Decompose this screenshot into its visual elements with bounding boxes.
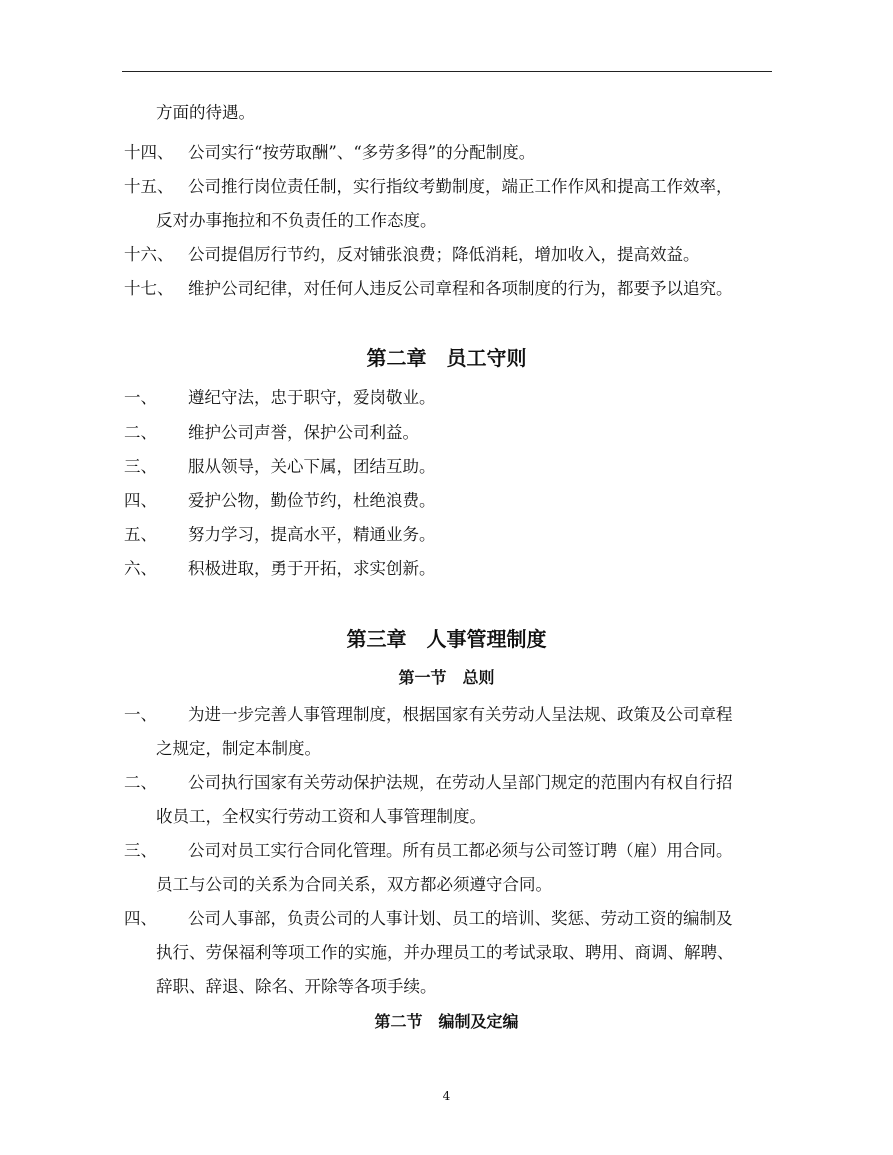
item-number: 一、 <box>124 705 157 724</box>
item-text: 为进一步完善人事管理制度，根据国家有关劳动人呈法规、政策及公司章程 <box>188 705 733 724</box>
item-number: 二、 <box>124 423 157 442</box>
item-number: 十四、 <box>124 143 174 162</box>
header-rule <box>122 71 772 72</box>
item-number: 四、 <box>124 909 157 928</box>
item-text: 公司执行国家有关劳动保护法规，在劳动人呈部门规定的范围内有权自行招 <box>188 773 733 792</box>
item-text: 维护公司纪律，对任何人违反公司章程和各项制度的行为，都要予以追究。 <box>188 279 733 298</box>
item-number: 三、 <box>124 841 157 860</box>
item-text: 公司提倡厉行节约，反对铺张浪费；降低消耗，增加收入，提高效益。 <box>188 245 700 264</box>
item-text: 公司对员工实行合同化管理。所有员工都必须与公司签订聘（雇）用合同。 <box>188 841 733 860</box>
item-continuation: 方面的待遇。 <box>156 103 255 122</box>
item-number: 五、 <box>124 525 157 544</box>
section-title: 第一节 总则 <box>398 668 495 687</box>
item-number: 十五、 <box>124 177 174 196</box>
item-text: 服从领导，关心下属，团结互助。 <box>188 457 436 476</box>
item-continuation: 之规定，制定本制度。 <box>156 739 321 758</box>
page-number: 4 <box>442 1089 451 1103</box>
chapter-title: 第二章 员工守则 <box>366 346 527 370</box>
item-text: 公司实行“按劳取酬”、“多劳多得”的分配制度。 <box>188 143 536 162</box>
item-continuation: 执行、劳保福利等项工作的实施，并办理员工的考试录取、聘用、商调、解聘、 <box>156 943 734 962</box>
section-title: 第二节 编制及定编 <box>374 1012 519 1031</box>
item-number: 三、 <box>124 457 157 476</box>
item-number: 四、 <box>124 491 157 510</box>
item-continuation: 收员工，全权实行劳动工资和人事管理制度。 <box>156 807 486 826</box>
item-continuation: 辞职、辞退、除名、开除等各项手续。 <box>156 977 437 996</box>
item-number: 十六、 <box>124 245 174 264</box>
item-number: 十七、 <box>124 279 174 298</box>
item-text: 遵纪守法，忠于职守，爱岗敬业。 <box>188 388 436 407</box>
item-text: 公司推行岗位责任制，实行指纹考勤制度，端正工作作风和提高工作效率， <box>188 177 733 196</box>
item-text: 努力学习，提高水平，精通业务。 <box>188 525 436 544</box>
item-number: 二、 <box>124 773 157 792</box>
item-text: 公司人事部，负责公司的人事计划、员工的培训、奖惩、劳动工资的编制及 <box>188 909 733 928</box>
item-text: 爱护公物，勤俭节约，杜绝浪费。 <box>188 491 436 510</box>
item-text: 维护公司声誉，保护公司利益。 <box>188 423 419 442</box>
item-continuation: 反对办事拖拉和不负责任的工作态度。 <box>156 211 437 230</box>
item-number: 一、 <box>124 388 157 407</box>
item-continuation: 员工与公司的关系为合同关系，双方都必须遵守合同。 <box>156 875 552 894</box>
chapter-title: 第三章 人事管理制度 <box>346 627 547 651</box>
item-number: 六、 <box>124 559 157 578</box>
item-text: 积极进取，勇于开拓，求实创新。 <box>188 559 436 578</box>
